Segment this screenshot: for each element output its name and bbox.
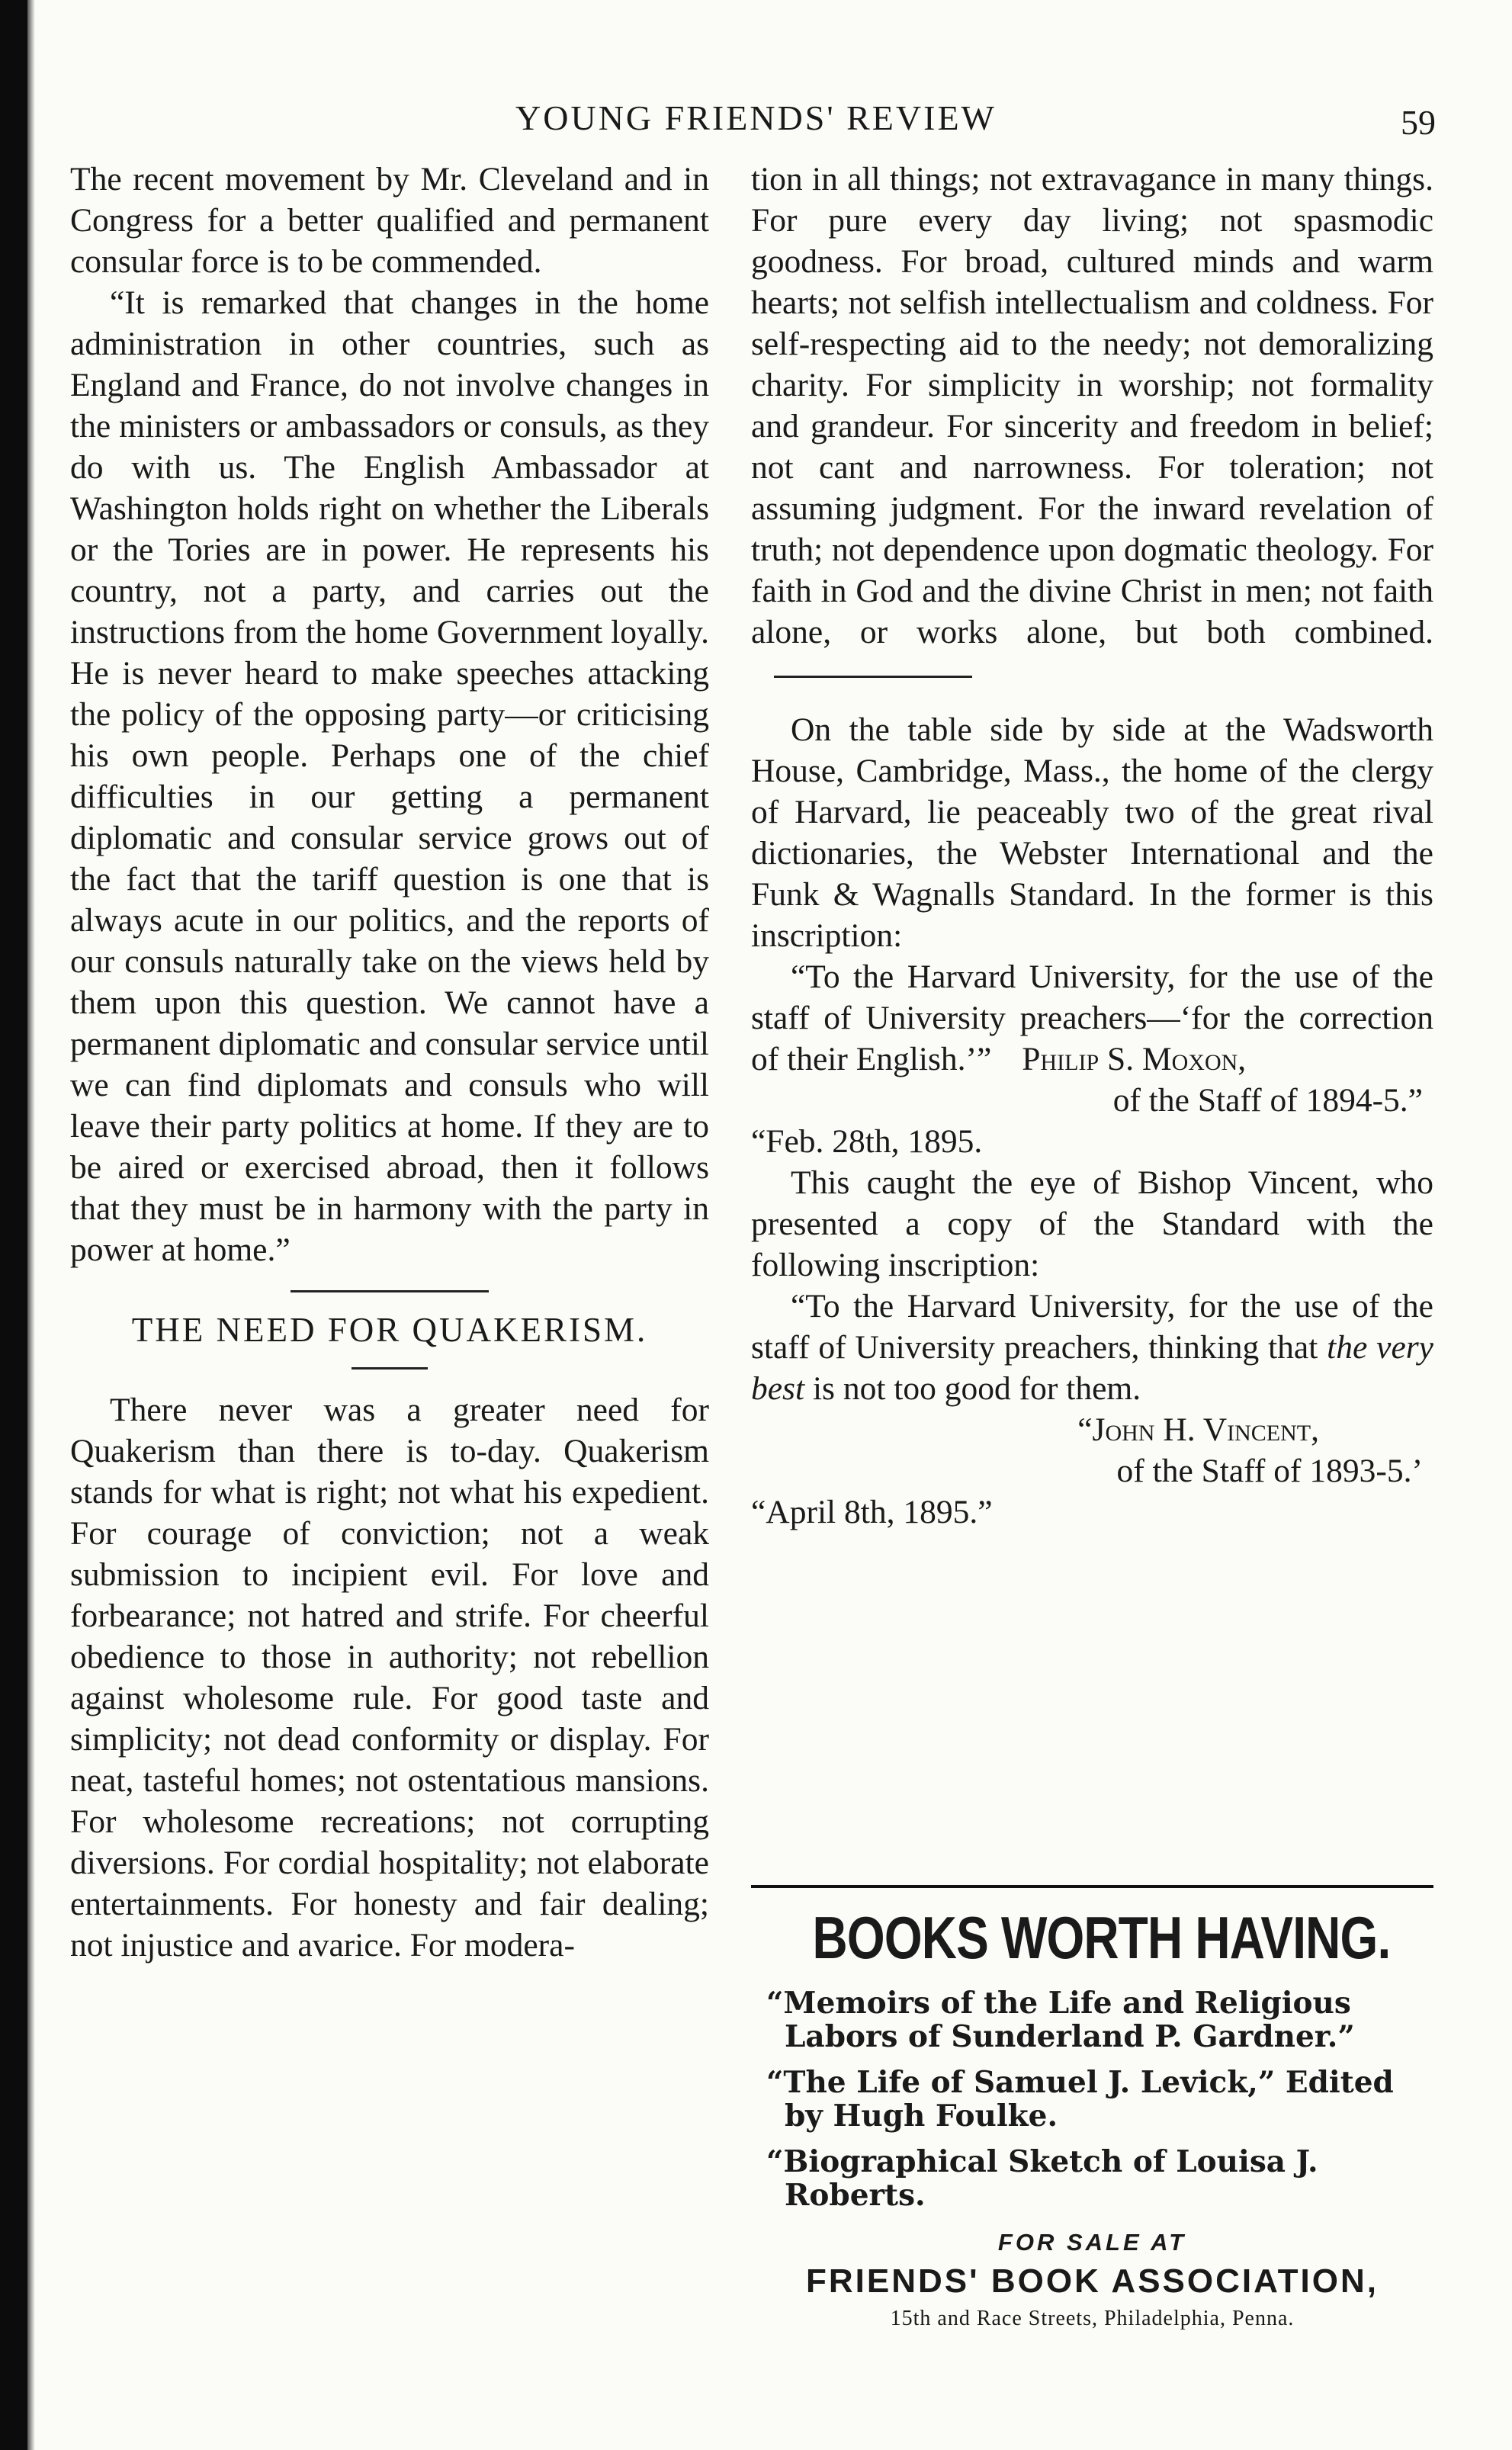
page-number: 59 — [1401, 103, 1436, 142]
quakerism-paragraph: There never was a greater need for Quakerism than there is to-day. Quakerism stands for what is right; not what his expedient. For courage of conviction; not a weak submission to incipient evil. For love and forbearance; not hatred and strife. For cheerful obedience to those in authority; not rebellion against wholesome rule. For good taste and simplicity; not dead conformity or display. For neat, tasteful homes; not ostentatious mansions. For wholesome recreations; not corrupting diversions. For cordial hospitality; not elaborate entertainments. For honesty and fair dealing; not injustice and avarice. For modera- — [70, 1392, 709, 1964]
inscription-webster-date: “Feb. 28th, 1895. — [751, 1123, 983, 1160]
page-header — [69, 98, 1443, 151]
article-end-rule — [774, 676, 972, 678]
inscription-standard-date: “April 8th, 1895.” — [751, 1494, 993, 1530]
inscription-webster-signer: Philip S. Moxon, — [1022, 1041, 1247, 1077]
inscription-standard-end: is not too good for them. — [804, 1370, 1141, 1407]
ad-for-sale: FOR SALE AT — [997, 2229, 1187, 2256]
quakerism-continued — [751, 159, 1433, 694]
consular-paragraph: The recent movement by Mr. Cleveland and in Congress for a better qualified and permanent consular force is to be commended. — [70, 161, 709, 280]
ad-book-item: “Memoirs of the Life and Religious Labors of Sunderland P. Gardner.” — [766, 1986, 1355, 2054]
right-column — [751, 159, 1433, 1533]
quoted-paragraph: “It is remarked that changes in the home administration in other countries, such as England and France, do not involve changes in the ministers or ambassadors or consuls, as they do with us. The English Ambassador at Washington holds right on whether the Liberals or the Tories are in power. He represents his country, not a party, and carries out the instructions from the home Government loyally. He is never heard to make speeches attacking the policy of the opposing party—or criticising his own people. Perhaps one of the chief difficulties in our getting a permanent diplomatic and consular service grows out of the fact that the tariff question is one that is always acute in our politics, and the reports of our consuls naturally take on the views held by them upon this question. We cannot have a permanent diplomatic and consular service until we can find diplomats and consuls who will leave their party politics at home. If they are to be aired or exercised abroad, then it follows that they must be in harmony with the party in power at home.” — [70, 284, 710, 1268]
quakerism-continued-text: tion in all things; not extravagance in many things. For pure every day living; not spasmodic goodness. For broad, cultured minds and warm hearts; not selfish intellectualism and coldness. For self-respecting aid to the needy; not demoralizing charity. For simplicity in worship; not formality and grandeur. For sincerity and freedom in belief; not cant and narrowness. For toleration; not assuming judgment. For the inward revelation of truth; not dependence upon dogmatic theology. For faith in God and the divine Christ in men; not faith alone, or works alone, but both combined. — [751, 161, 1433, 650]
dictionaries-paragraph: On the table side by side at the Wadsworth House, Cambridge, Mass., the home of the clergy of Harvard, lie peaceably two of the great rival dictionaries, the Webster International and the Funk & Wagnalls Standard. In the former is this inscription: — [751, 711, 1433, 954]
inscription-standard-text: “To the Harvard University, for the use of the staff of University preachers, thinking that — [751, 1288, 1433, 1366]
ad-book-item: “The Life of Samuel J. Levick,” Edited by Hugh Foulke. — [766, 2065, 1394, 2134]
ad-title: BOOKS WORTH HAVING. — [812, 1904, 1391, 1971]
section-divider — [291, 1290, 489, 1292]
binding-edge — [0, 0, 27, 2450]
ad-book-item: “Biographical Sketch of Louisa J. Roberts. — [766, 2144, 1318, 2213]
inscription-webster-staff: of the Staff of 1894-5.” — [1112, 1082, 1423, 1119]
inscription-webster — [751, 956, 1433, 1080]
inscription-webster-text: “To the Harvard University, for the use of the staff of University preachers—‘for the correction of their English.’” — [751, 958, 1433, 1077]
inscription-standard-emphasis: the very best — [751, 1329, 1433, 1407]
inscription-standard — [751, 1286, 1433, 1409]
heading-underline — [352, 1367, 428, 1369]
bishop-paragraph: This caught the eye of Bishop Vincent, who presented a copy of the Standard with the following inscription: — [751, 1164, 1433, 1283]
books-advertisement — [751, 1885, 1433, 2331]
inscription-standard-signer: “John H. Vincent, — [1077, 1411, 1319, 1448]
ad-seller: FRIENDS' BOOK ASSOCIATION, — [806, 2262, 1379, 2300]
ad-address: 15th and Race Streets, Philadelphia, Penna. — [890, 2307, 1295, 2330]
inscription-standard-staff: of the Staff of 1893-5.’ — [1116, 1453, 1423, 1489]
section-heading: THE NEED FOR QUAKERISM. — [131, 1311, 648, 1349]
left-column — [70, 159, 709, 1966]
running-title: YOUNG FRIENDS' REVIEW — [515, 98, 997, 137]
